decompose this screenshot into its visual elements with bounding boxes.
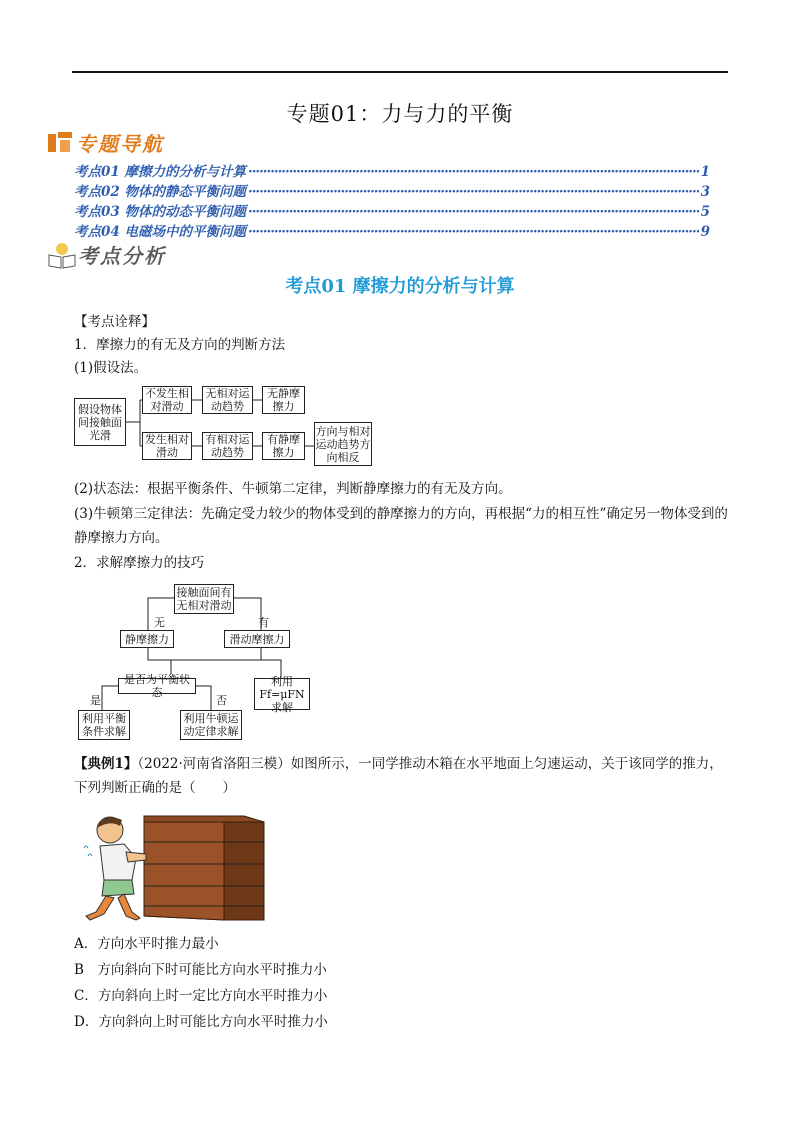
option-c: C．方向斜向上时一定比方向水平时推力小 (74, 988, 328, 1004)
toc-item-label: 考点04 电磁场中的平衡问题 (74, 224, 246, 240)
flow2-formula: 利用Ff=μFN求解 (254, 678, 310, 710)
toc-item-label: 考点02 物体的静态平衡问题 (74, 184, 246, 200)
flow2-eq1: 利用平衡条件求解 (78, 710, 130, 740)
example-label: 【典例1】 (74, 756, 138, 772)
flow1-bot1: 发生相对滑动 (142, 432, 192, 460)
method-3: (3)牛顿第三定律法：先确定受力较少的物体受到的静摩擦力的方向，再根据“力的相互性”确定另一物体受到的静摩擦力方向。 (74, 506, 728, 546)
flow1-start: 假设物体间接触面光滑 (74, 398, 126, 446)
flow2-not: 否 (216, 694, 227, 707)
toc-item-1[interactable] (74, 160, 710, 180)
toc-item-page: 5 (700, 204, 710, 220)
flow2-sliding: 滑动摩擦力 (224, 630, 290, 648)
flow1-top2: 无相对运动趋势 (202, 386, 253, 414)
toc-item-label: 考点03 物体的动态平衡问题 (74, 204, 246, 220)
flow2-static: 静摩擦力 (120, 630, 174, 648)
flow2-yes: 有 (258, 616, 269, 629)
flow1-bot3: 有静摩擦力 (262, 432, 305, 460)
flow2-root: 接触面间有无相对滑动 (174, 584, 234, 614)
page-title: 专题01：力与力的平衡 (286, 102, 514, 126)
toc-item-4[interactable] (74, 220, 710, 240)
toc-item-2[interactable] (74, 180, 710, 200)
option-a: A．方向水平时推力最小 (74, 936, 219, 952)
item-2: 2．求解摩擦力的技巧 (74, 555, 205, 571)
book-bulb-icon (46, 241, 78, 269)
flowchart-friction (76, 582, 326, 744)
toc-item-3[interactable] (74, 200, 710, 220)
crate-push-illustration (74, 808, 270, 924)
example-text: （2022·河南省洛阳三模）如图所示，一同学推动木箱在水平地面上匀速运动，关于该同学的推力，下列判断正确的是（ ） (74, 756, 723, 796)
flow2-balance: 是否为平衡状态 (118, 678, 196, 694)
flow2-no: 无 (154, 616, 165, 629)
flow1-top1: 不发生相对滑动 (142, 386, 192, 414)
nav-badge (46, 128, 164, 157)
item-1: 1．摩擦力的有无及方向的判断方法 (74, 337, 286, 353)
flow1-top3: 无静摩擦力 (262, 386, 305, 414)
flow1-bot4: 方向与相对运动趋势方向相反 (314, 422, 372, 466)
flow2-eq2: 利用牛顿运动定律求解 (180, 710, 242, 740)
analysis-badge-label: 考点分析 (78, 244, 166, 268)
option-b: B 方向斜向下时可能比方向水平时推力小 (74, 962, 327, 978)
toc-item-page: 1 (700, 164, 710, 180)
nav-icon (46, 130, 76, 156)
header-rule (72, 71, 728, 73)
explain-label: 【考点诠释】 (74, 314, 155, 330)
flow2-is: 是 (90, 694, 101, 707)
toc-item-label: 考点01 摩擦力的分析与计算 (74, 164, 246, 180)
method-2: (2)状态法：根据平衡条件、牛顿第二定律，判断静摩擦力的有无及方向。 (74, 481, 512, 497)
method-1: (1)假设法。 (74, 360, 148, 376)
flowchart-assumption (74, 384, 394, 470)
nav-badge-label: 专题导航 (76, 132, 164, 156)
toc-item-page: 9 (700, 224, 710, 240)
example-question (74, 752, 734, 800)
option-d: D．方向斜向上时可能比方向水平时推力小 (74, 1014, 328, 1030)
toc-item-page: 3 (700, 184, 710, 200)
section-title: 考点01 摩擦力的分析与计算 (285, 276, 515, 297)
flow1-bot2: 有相对运动趋势 (202, 432, 253, 460)
analysis-badge (46, 240, 166, 269)
